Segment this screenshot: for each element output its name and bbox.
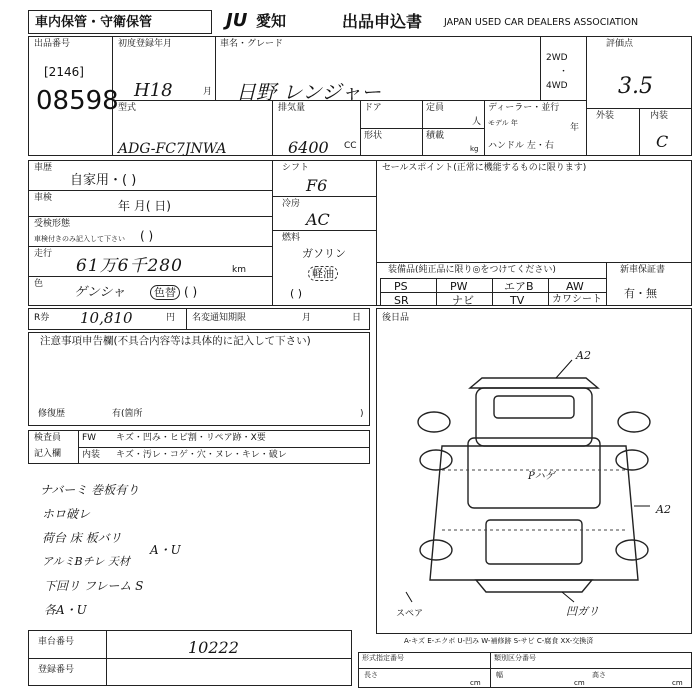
fuel-label: 燃料 — [282, 233, 301, 243]
model-value: 日野 レンジャー — [236, 80, 381, 104]
note-line-4: アルミBチレ 天材 — [42, 555, 130, 568]
score-label: 評価点 — [606, 39, 634, 49]
type-label: 型式 — [118, 103, 137, 113]
mark-side-a2: A2 — [656, 503, 671, 516]
entry-label: 記入欄 — [34, 449, 62, 459]
equip-pw: PW — [450, 280, 468, 293]
notes-label: 注意事項申告欄(不具合内容等は具体的に記入して下さい) — [40, 335, 311, 347]
sales-point-label: セールスポイント(正常に機能するものに限ります) — [382, 163, 587, 173]
note-line-1: ナバーミ 巻板有り — [40, 483, 140, 497]
rear-label: 後日品 — [382, 313, 410, 323]
mark-spare: スペア — [396, 609, 424, 619]
chassis-value: 10222 — [188, 638, 239, 657]
lot-number: 08598 — [36, 86, 119, 116]
storage-title: 車内保管・守衛保管 — [35, 15, 153, 30]
repair-close: ) — [360, 409, 364, 419]
length-label: 長さ — [364, 671, 378, 679]
note-line-6: 各A・U — [44, 603, 87, 617]
notice-day: 日 — [352, 313, 362, 323]
accept-parens: ( ) — [140, 229, 154, 243]
lot-label: 出品番号 — [34, 39, 71, 49]
warranty-label: 新車保証書 — [620, 265, 666, 275]
mark-paint-peel: Pハゲ — [528, 471, 555, 482]
drive-2wd: 2WD — [546, 53, 568, 63]
shape-label: 形状 — [364, 131, 383, 141]
load-label: 積載 — [426, 131, 445, 141]
chassis-label: 車台番号 — [38, 637, 75, 647]
model-year-label: モデル 年 — [488, 119, 518, 127]
accept-note: 車検付きのみ記入して下さい — [34, 235, 125, 243]
history-label: 車歴 — [34, 163, 53, 173]
recycle-label: R券 — [34, 313, 50, 323]
score-value: 3.5 — [618, 74, 653, 99]
equip-leather-seat: カワシート — [552, 294, 602, 305]
door-label: ドア — [364, 103, 382, 113]
fuel-gasoline: ガソリン — [302, 247, 346, 260]
drive-dot: ・ — [559, 67, 569, 77]
height-cm: cm — [672, 679, 683, 687]
warranty-value: 有・無 — [624, 287, 657, 300]
note-line-2: ホロ破レ — [42, 507, 91, 521]
shift-label: シフト — [282, 163, 310, 173]
inspector-label: 検査員 — [34, 433, 62, 443]
equip-navi: ナビ — [452, 294, 474, 307]
equip-ps: PS — [394, 280, 408, 293]
dealer-label: ディーラー・並行 — [488, 103, 560, 113]
interior-grade-label: 内装 — [650, 111, 669, 121]
first-reg-value: H18 — [134, 80, 173, 101]
mileage-label: 走行 — [34, 249, 53, 259]
displacement-value: 6400 — [288, 138, 329, 157]
exterior-check-items: キズ・凹み・ヒビ割・リペア跡・X要 — [116, 433, 266, 443]
length-cm: cm — [470, 679, 481, 687]
model-label: 車名・グレード — [220, 39, 284, 49]
month-suffix: 月 — [203, 87, 213, 97]
accept-label: 受検形態 — [34, 219, 71, 229]
equip-airbag: エアB — [504, 280, 534, 293]
history-value: 自家用・( ) — [70, 173, 137, 188]
notice-label: 名変通知期限 — [192, 313, 247, 323]
recycle-value: 10,810 — [80, 309, 133, 327]
repair-label: 修復歴 — [38, 409, 66, 419]
exterior-grade-label: 外装 — [596, 111, 615, 121]
width-cm: cm — [574, 679, 585, 687]
damage-legend: A-キズ E-エクボ U-凹み W-補修跡 S-サビ C-腐食 XX-交換済 — [404, 637, 594, 645]
fuel-light-oil-circled: 軽油 — [308, 266, 338, 281]
association-name: JAPAN USED CAR DEALERS ASSOCIATION — [444, 17, 639, 28]
km-unit: km — [232, 265, 246, 275]
storage-title-box — [28, 10, 212, 34]
note-line-3: 荷台 床 板バリ — [42, 531, 122, 545]
class-label: 類別区分番号 — [494, 654, 536, 662]
interior-check-items: キズ・汚レ・コゲ・穴・ヌレ・キレ・破レ — [116, 450, 287, 460]
note-line-5: 下回リ フレーム S — [44, 579, 144, 593]
inspection-label: 車検 — [34, 193, 53, 203]
mileage-value: 61万6千280 — [76, 256, 183, 276]
capacity-label: 定員 — [426, 103, 445, 113]
displacement-label: 排気量 — [278, 103, 306, 113]
notice-month: 月 — [302, 313, 312, 323]
lot-sub-number: [2146] — [44, 65, 84, 79]
color-value: ゲンシャ — [74, 285, 126, 300]
width-label: 幅 — [496, 671, 503, 679]
first-reg-label: 初度登録年月 — [118, 39, 173, 49]
exterior-check-label: FW — [82, 433, 97, 443]
interior-check-label: 内装 — [82, 450, 101, 460]
shift-value: F6 — [306, 176, 328, 195]
height-label: 高さ — [592, 671, 606, 679]
year-suffix: 年 — [570, 123, 580, 133]
form-title: 出品申込書 — [342, 12, 423, 31]
mark-front-a2: A2 — [576, 349, 591, 362]
drive-4wd: 4WD — [546, 81, 568, 91]
yen-unit: 円 — [166, 313, 176, 323]
equip-tv: TV — [510, 294, 525, 307]
color-parens: ( ) — [184, 285, 198, 299]
ac-value: AC — [306, 210, 330, 229]
cert-label: 形式指定番号 — [362, 654, 404, 662]
cc-unit: CC — [344, 141, 357, 151]
type-value: ADG-FC7JNWA — [118, 141, 227, 157]
ac-label: 冷房 — [282, 199, 301, 209]
kg-unit: kg — [470, 145, 479, 153]
ju-logo-mark: JU — [226, 10, 248, 31]
inspection-value: 年 月( 日) — [118, 199, 171, 213]
ju-logo-name: 愛知 — [256, 12, 287, 30]
equipment-label: 装備品(純正品に限り◎をつけてください) — [388, 265, 556, 275]
plate-label: 登録番号 — [38, 665, 75, 675]
mark-dent-scratch: 凹ガリ — [566, 605, 599, 618]
equip-aw: AW — [566, 280, 584, 293]
person-unit: 人 — [472, 117, 482, 127]
color-label: 色 — [34, 279, 44, 289]
color-change-circled: 色替 — [150, 285, 180, 300]
bracket-note: A・U — [150, 543, 181, 557]
repair-value: 有(箇所 — [112, 409, 143, 419]
fuel-parens: ( ) — [290, 287, 303, 300]
equip-sr: SR — [394, 294, 409, 307]
interior-grade-value: C — [656, 132, 669, 151]
handle-label: ハンドル 左・右 — [488, 141, 554, 151]
